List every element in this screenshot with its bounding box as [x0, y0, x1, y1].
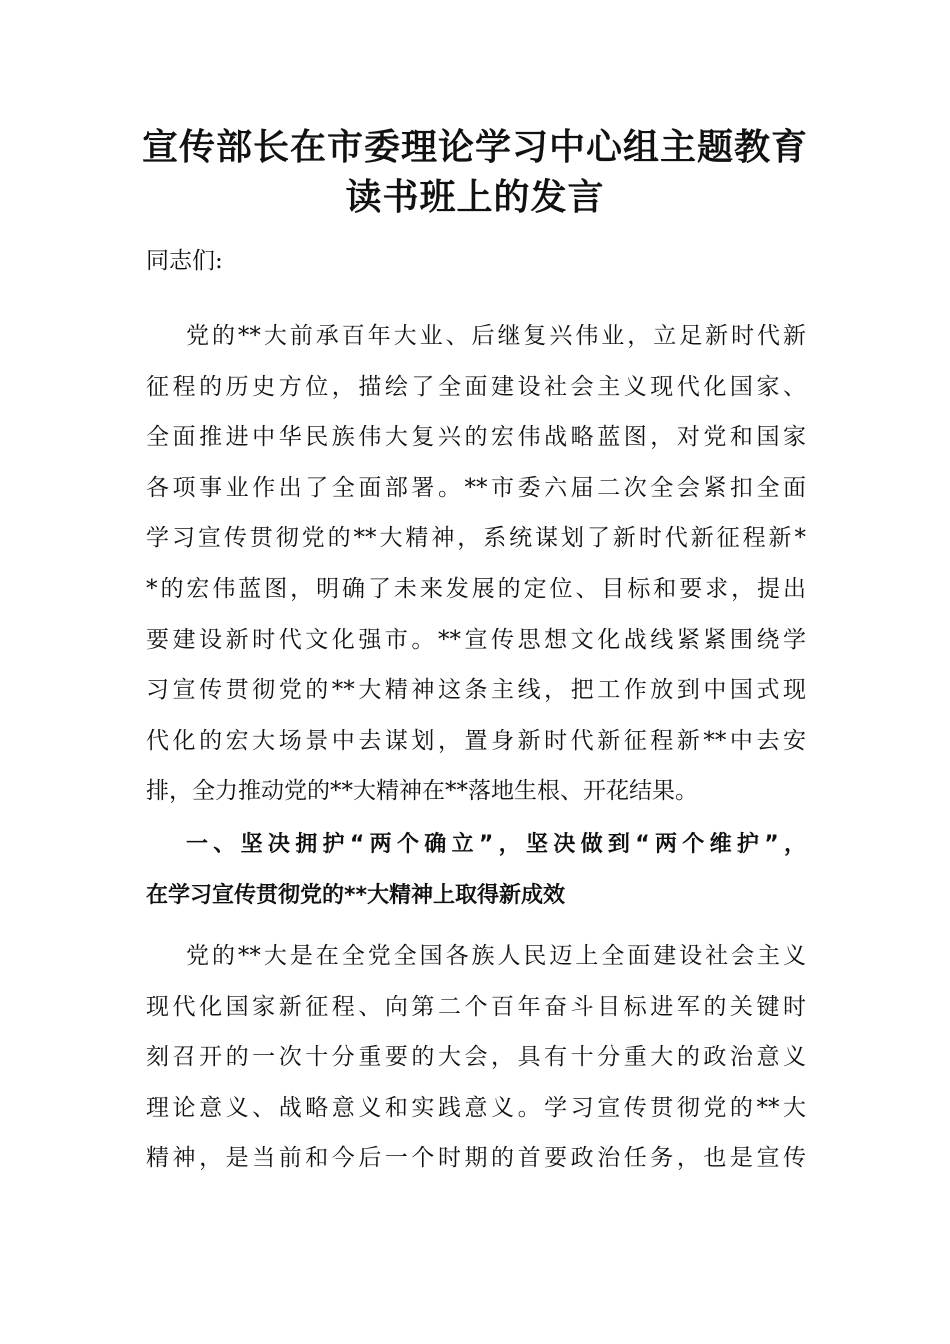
section-heading-1 [146, 820, 806, 921]
document-title [120, 122, 830, 222]
title-line-2: 读书班上的发言 [345, 176, 605, 218]
paragraph-line: *的宏伟蓝图，明确了未来发展的定位、目标和要求，提出 [146, 575, 806, 602]
paragraph-1 [146, 311, 806, 817]
paragraph-line: 排，全力推动党的**大精神在**落地生根、开花结果。 [146, 778, 698, 805]
title-line-1: 宣传部长在市委理论学习中心组主题教育 [141, 126, 808, 168]
paragraph-line: 习宣传贯彻党的**大精神这条主线，把工作放到中国式现 [146, 677, 806, 704]
paragraph-line: 党的**大前承百年大业、后继复兴伟业，立足新时代新 [186, 323, 806, 349]
paragraph-2 [146, 931, 806, 1184]
salutation: 同志们: [146, 248, 223, 274]
paragraph-line: 征程的历史方位，描绘了全面建设社会主义现代化国家、 [146, 373, 806, 400]
paragraph-line: 各项事业作出了全面部署。**市委六届二次全会紧扣全面 [146, 474, 806, 501]
heading-line: 一、坚决拥护“两个确立”，坚决做到“两个维护”， [186, 832, 806, 857]
paragraph-line: 要建设新时代文化强市。**宣传思想文化战线紧紧围绕学 [146, 626, 806, 653]
paragraph-line: 全面推进中华民族伟大复兴的宏伟战略蓝图，对党和国家 [146, 424, 806, 451]
paragraph-line: 现代化国家新征程、向第二个百年奋斗目标进军的关键时 [146, 993, 806, 1020]
paragraph-line: 精神，是当前和今后一个时期的首要政治任务，也是宣传 [146, 1145, 806, 1172]
paragraph-line: 理论意义、战略意义和实践意义。学习宣传贯彻党的**大 [146, 1094, 806, 1121]
paragraph-line: 代化的宏大场景中去谋划，置身新时代新征程新**中去安 [146, 727, 806, 754]
paragraph-line: 党的**大是在全党全国各族人民迈上全面建设社会主义 [186, 943, 806, 969]
paragraph-line: 学习宣传贯彻党的**大精神，系统谋划了新时代新征程新* [146, 525, 806, 552]
paragraph-line: 刻召开的一次十分重要的大会，具有十分重大的政治意义 [146, 1044, 806, 1071]
heading-line: 在学习宣传贯彻党的**大精神上取得新成效 [146, 882, 566, 908]
